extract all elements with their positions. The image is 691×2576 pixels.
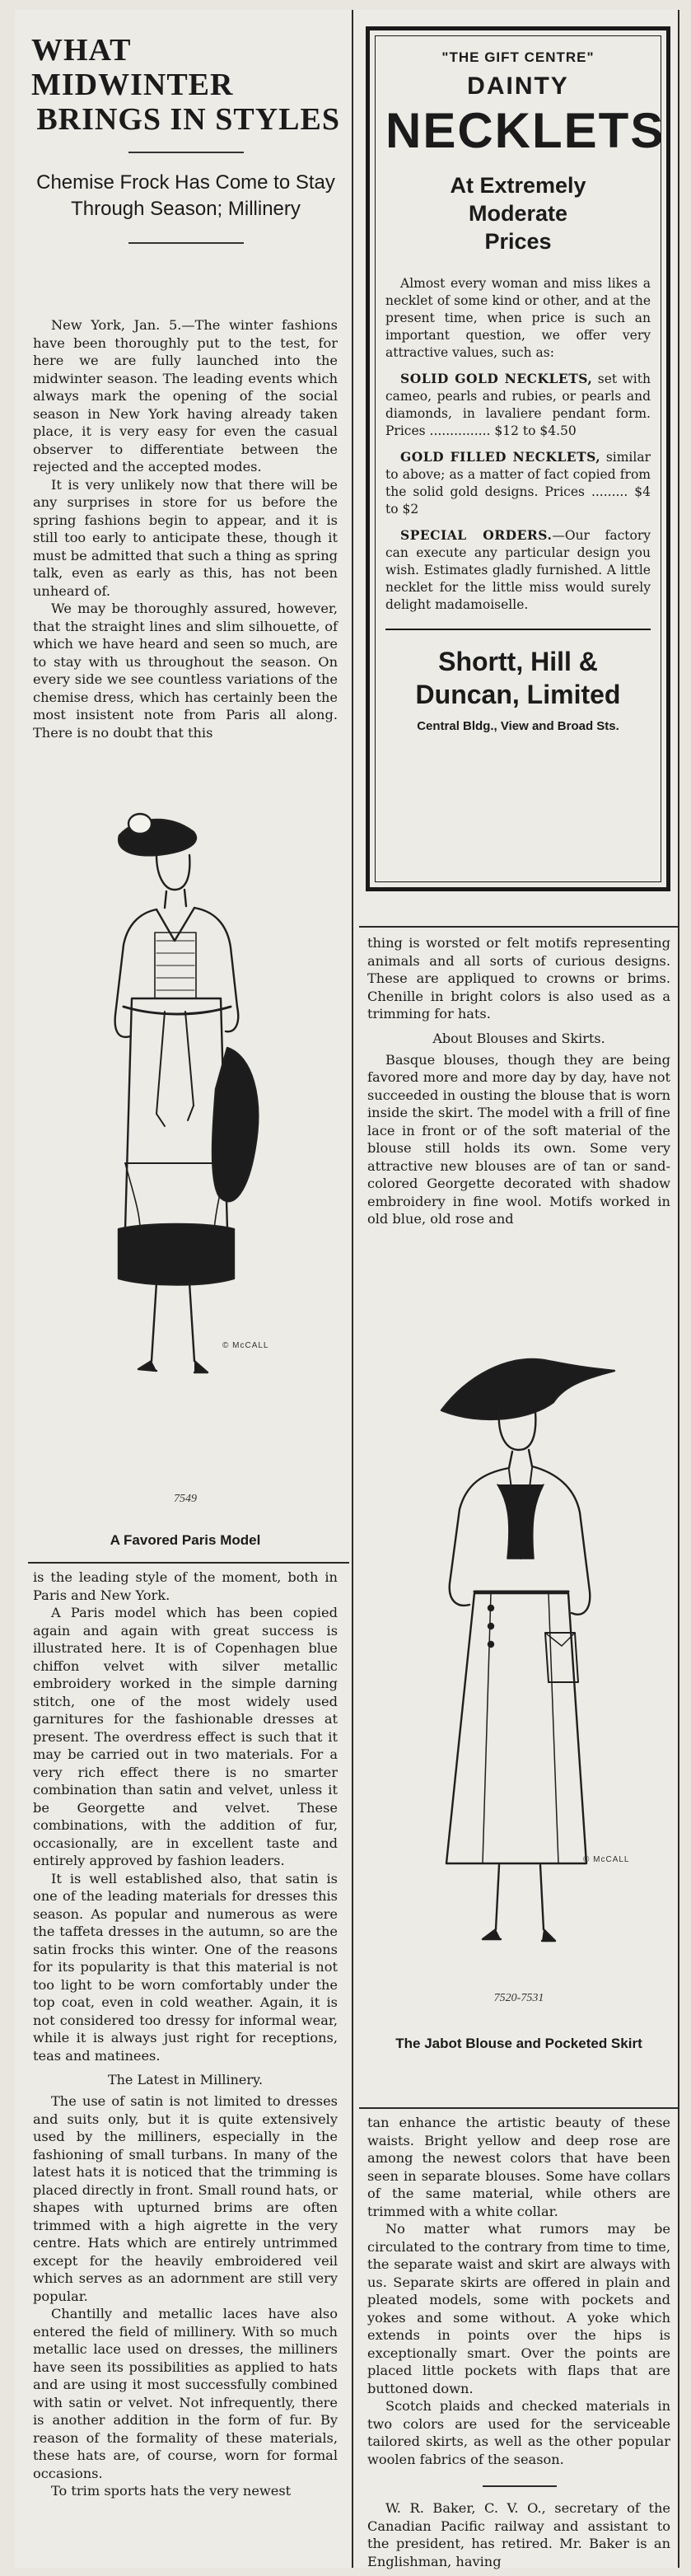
paragraph: We may be thoroughly assured, however, that the straight lines and slim silhouette, of which we have heard and seen so much, are to stay with us throughout the season. On every side we see countless variations of the chemise dress, which has certainly been the most insistent note from Paris all along. There is no doubt that this bbox=[33, 601, 338, 741]
ad-item bbox=[385, 448, 651, 518]
separator bbox=[128, 242, 244, 244]
headline-line-1: WHAT MIDWINTER bbox=[31, 33, 234, 102]
paragraph: Chantilly and metallic laces have also entered the field of millinery. With so much metallic lace used on dresses, the milliners have seen its possibilities as applied to hats and are using it most successfully combined with satin or velvet. Not infrequently, there is another addition in the form of fur. By reason of the formality of these materials, these hats are, of course, worn for formal occasions. bbox=[33, 2306, 338, 2481]
section-rule bbox=[359, 926, 678, 928]
paragraph: W. R. Baker, C. V. O., secretary of the Canadian Pacific railway and assistant to the president, has retired. Mr. Baker is an Englishman, having bbox=[367, 2500, 670, 2569]
section-rule bbox=[28, 1562, 349, 1564]
headline-line-2: BRINGS IN STYLES bbox=[36, 102, 340, 137]
paragraph: tan enhance the artistic beauty of these waists. Bright yellow and deep rose are among the newest colors that have been seen in separate blouses. Some have collars of the same material, while others are trimmed with a white collar. bbox=[367, 2115, 670, 2219]
ad-item bbox=[385, 526, 651, 614]
ad-subtitle-line: Moderate bbox=[468, 201, 568, 226]
ad-subtitle bbox=[385, 171, 651, 255]
ad-body bbox=[385, 275, 651, 614]
article-continuation-right bbox=[367, 934, 670, 1228]
jeweller-advertisement bbox=[366, 26, 670, 891]
newspaper-page bbox=[15, 10, 678, 2568]
column-divider bbox=[352, 10, 353, 2568]
column-divider-right bbox=[678, 10, 679, 2568]
ad-store-line: Shortt, Hill & bbox=[438, 647, 598, 676]
fashion-figure-2 bbox=[367, 1320, 670, 2102]
paragraph: To trim sports hats the very newest bbox=[51, 2483, 292, 2499]
ad-intro: Almost every woman and miss likes a necklet of some kind or other, and at the present time, when price is such an important question, we offer very attractive values, such as: bbox=[385, 276, 651, 360]
paragraph: New York, Jan. 5.—The winter fashions have been thoroughly put to the test, for here we are fully launched into the midwinter season. The leading events which always mark the opening of the social season in New York having already taken place, it is very easy for even the casual observer to differentiate between the rejected and the accepted modes. bbox=[33, 317, 338, 475]
ad-store-line: Duncan, Limited bbox=[415, 680, 621, 709]
article-body-top bbox=[33, 316, 338, 741]
ad-item-label: SPECIAL ORDERS. bbox=[400, 527, 553, 543]
paragraph: Scotch plaids and checked materials in two colors are used for the serviceable tailored skirts, as well as the other popular woolen fabrics of the season. bbox=[367, 2398, 670, 2467]
article-end-rule bbox=[483, 2485, 557, 2487]
ad-subtitle-line: Prices bbox=[484, 229, 552, 254]
ad-item-text: —Our factory can execute any particular design you wish. Estimates gladly furnished. A little necklet for the little miss would surely delight madamoiselle. bbox=[385, 528, 651, 612]
section-rule bbox=[359, 2107, 678, 2109]
ad-address: Central Bldg., View and Broad Sts. bbox=[417, 719, 619, 733]
ad-item-text: set with cameo, pearls and rubies, or pearls and diamonds, in lavaliere pendant form. Prices ............... $12 to $4.50 bbox=[385, 372, 651, 438]
blouse-skirt-illustration bbox=[367, 1320, 670, 2003]
ad-tagline: "THE GIFT CENTRE" bbox=[441, 49, 595, 65]
separator bbox=[128, 152, 244, 153]
news-item bbox=[367, 2499, 670, 2570]
ad-item bbox=[385, 370, 651, 440]
paragraph: It is well established also, that satin is one of the leading materials for dresses this season. As popular and numerous as were the taffeta dresses in the autumn, so are the satin frocks this winter. One of the reasons for its popularity is that this material is not too light to be worn comfortably under the top coat, even in cold weather. Again, it is not considered too dressy for informal wear, while it is always just right for receptions, teas and matinees. bbox=[33, 1870, 338, 2064]
figure-caption: The Jabot Blouse and Pocketed Skirt bbox=[395, 2036, 642, 2051]
paragraph: thing is worsted or felt motifs representing animals and all sorts of curious designs. These are appliqued to crowns or brims. Chenille in bright colors is also used as a trimming for hats. bbox=[367, 935, 670, 1022]
figure-caption: A Favored Paris Model bbox=[110, 1532, 261, 1548]
paragraph: No matter what rumors may be circulated to the contrary from time to time, the separate waist and skirt are always with us. Separate skirts are offered in plain and pleated models, some with pockets and yokes and some without. A yoke which extends in points over the hips is exceptionally smart. Over the points are placed little pockets with flaps that are buttoned down. bbox=[367, 2221, 670, 2396]
subhead-blouses: About Blouses and Skirts. bbox=[432, 1030, 605, 1046]
fashion-figure-1 bbox=[33, 801, 338, 1559]
paragraph: The use of satin is not limited to dresses and suits only, but it is quite extensively used by the milliners, especially in the fashioning of small turbans. In many of the latest hats it is noticed that the trimming is placed directly in front. Small round hats, or shapes with upturned brims are often trimmed with a high aigrette in the very centre. Hats which are entirely untrimmed except for the heavily embroidered veil which serves as an adornment are still very popular. bbox=[33, 2093, 338, 2304]
ad-subtitle-line: At Extremely bbox=[450, 173, 586, 198]
ad-title-big: NECKLETS bbox=[385, 103, 665, 158]
subhead-millinery: The Latest in Millinery. bbox=[107, 2072, 264, 2087]
figure-number: 7520-7531 bbox=[493, 1992, 544, 2004]
dress-illustration bbox=[33, 801, 338, 1509]
ad-item-label: SOLID GOLD NECKLETS, bbox=[400, 371, 593, 386]
paragraph: is the leading style of the moment, both in Paris and New York. bbox=[33, 1569, 338, 1603]
ad-rule bbox=[385, 629, 651, 630]
figure-number: 7549 bbox=[174, 1493, 197, 1505]
ad-item-text: similar to above; as a matter of fact copied from the solid gold designs. Prices ......... $4 to $2 bbox=[385, 450, 651, 517]
ad-store-name bbox=[385, 645, 651, 711]
ad-title-small: DAINTY bbox=[467, 72, 569, 100]
paragraph: A Paris model which has been copied again and again with great success is illustrated here. It is of Copenhagen blue chiffon velvet with silver metallic embroidery worked in the simple darning stitch, one of the most widely used garnitures for the fashionable dresses at present. The overdress effect is such that it may be carried out in two materials. For a very rich effect there is no smarter combination than satin and velvet, unless it be Georgette and velvet. These combinations, with the addition of fur, occasionally, are in excellent taste and entirely approved by fashion leaders. bbox=[33, 1605, 338, 1868]
article-header bbox=[31, 33, 340, 260]
article-end-right bbox=[367, 2114, 670, 2468]
paragraph: Basque blouses, though they are being favored more and more day by day, have not succeeded in ousting the blouse that is worn inside the skirt. The model with a frill of fine lace in front or of the soft material of the blouse still holds its own. Some very attractive new blouses are of tan or sand-colored Georgette decorated with shadow embroidery in fine wool. Motifs worked in old blue, old rose and bbox=[367, 1051, 670, 1227]
article-body-bottom bbox=[33, 1569, 338, 2500]
paragraph: It is very unlikely now that there will be any surprises in store for us before the spring fashions begin to appear, and it is still too early to anticipate these, though it must be admitted that such a thing as spring talk, even as early as this, has not been unheard of. bbox=[33, 476, 338, 599]
figure-brand: © McCALL bbox=[222, 1341, 269, 1350]
article-deck: Chemise Frock Has Come to Stay Through Season; Millinery bbox=[36, 171, 335, 220]
figure-brand: © McCALL bbox=[583, 1855, 630, 1864]
ad-item-label: GOLD FILLED NECKLETS, bbox=[400, 449, 601, 465]
ad-inner-frame bbox=[375, 35, 665, 882]
